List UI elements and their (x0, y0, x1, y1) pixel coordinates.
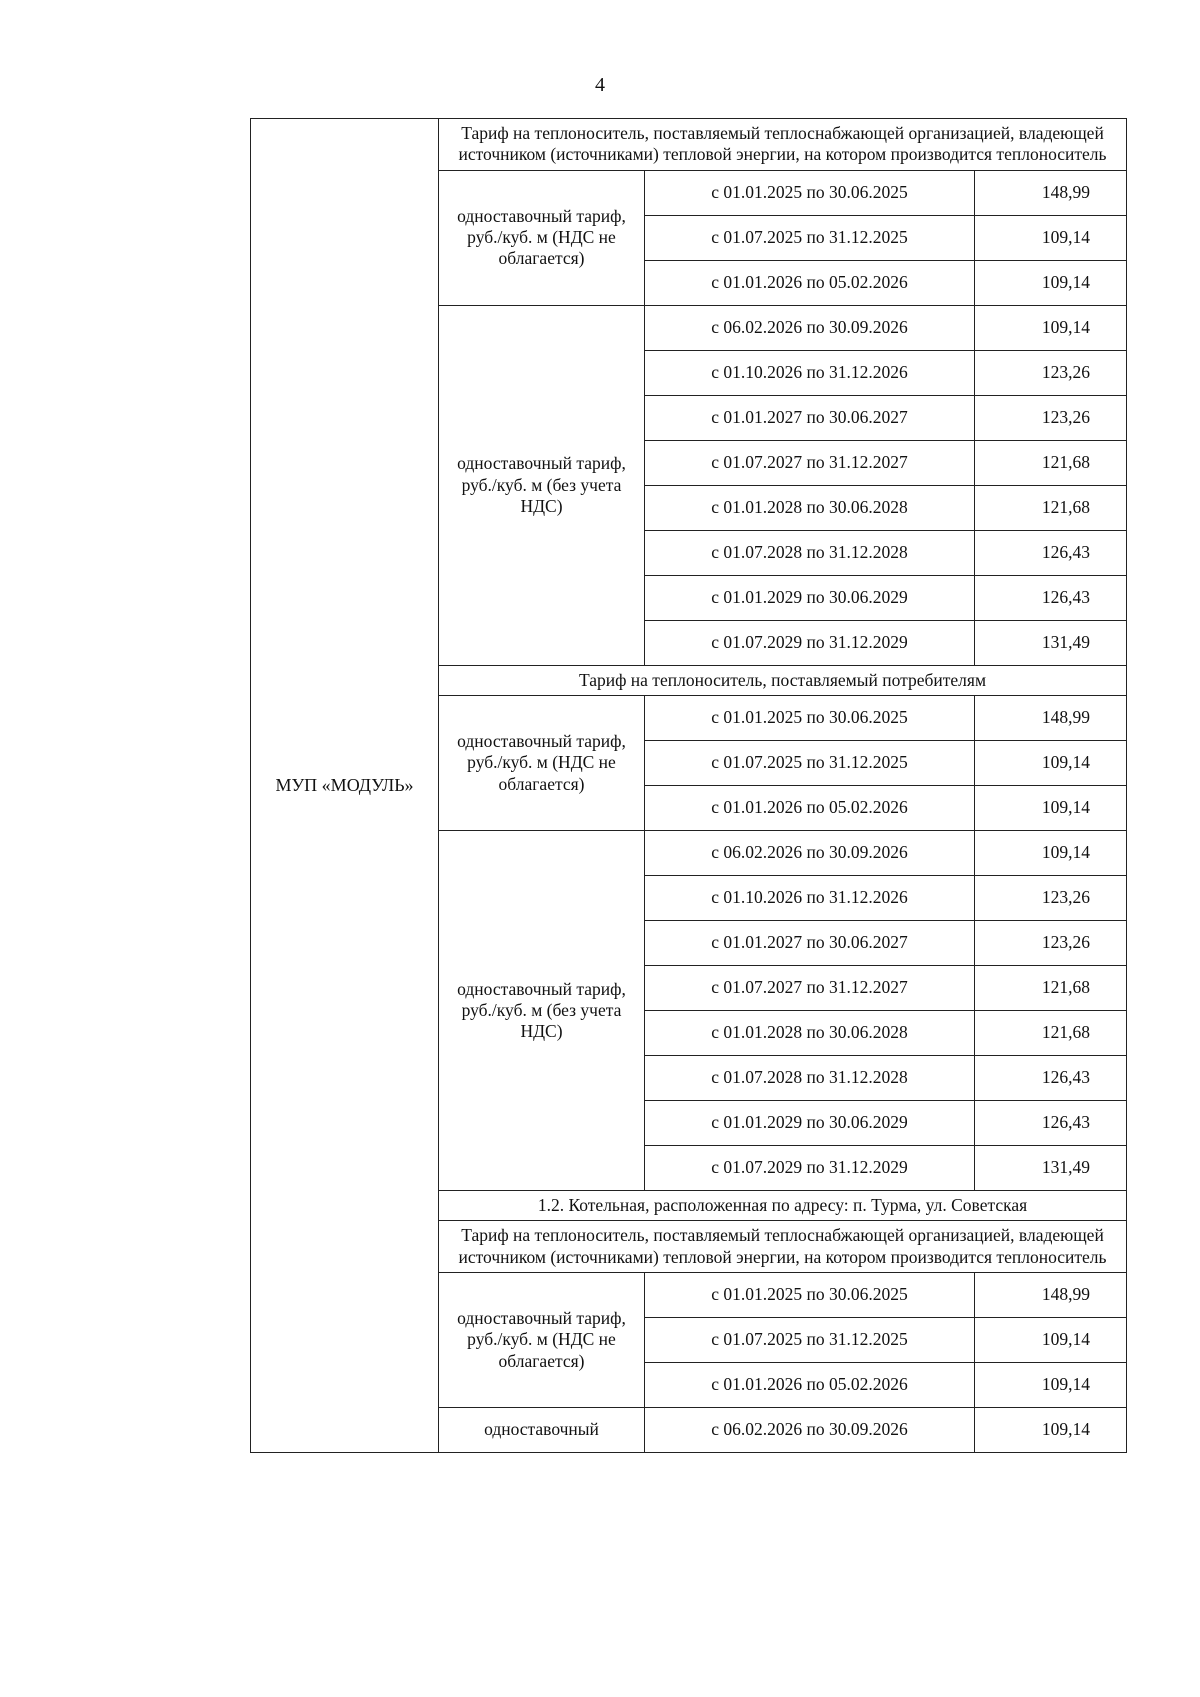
tariff-value-cell: 148,99 (975, 170, 1127, 215)
tariff-value-cell: 123,26 (975, 921, 1127, 966)
period-cell: с 01.07.2028 по 31.12.2028 (645, 1056, 975, 1101)
tariff-value-cell: 131,49 (975, 620, 1127, 665)
tariff-type-label: одноставочный тариф, руб./куб. м (без учета НДС) (439, 831, 645, 1191)
section-header: 1.2. Котельная, расположенная по адресу: п. Турма, ул. Советская (439, 1191, 1127, 1221)
page-number: 4 (595, 74, 605, 96)
tariff-value-cell: 123,26 (975, 876, 1127, 921)
tariff-value-cell: 123,26 (975, 395, 1127, 440)
tariff-value-cell: 121,68 (975, 1011, 1127, 1056)
period-cell: с 01.10.2026 по 31.12.2026 (645, 876, 975, 921)
tariff-value-cell: 109,14 (975, 215, 1127, 260)
period-cell: с 01.01.2025 по 30.06.2025 (645, 170, 975, 215)
tariff-value-cell: 148,99 (975, 1273, 1127, 1318)
tariff-value-cell: 126,43 (975, 1101, 1127, 1146)
tariff-type-label: одноставочный тариф, руб./куб. м (НДС не облагается) (439, 1273, 645, 1408)
section-header: Тариф на теплоноситель, поставляемый потребителям (439, 665, 1127, 695)
period-cell: с 01.01.2026 по 05.02.2026 (645, 786, 975, 831)
tariff-value-cell: 109,14 (975, 1318, 1127, 1363)
period-cell: с 01.01.2029 по 30.06.2029 (645, 1101, 975, 1146)
organization-name: МУП «МОДУЛЬ» (251, 119, 439, 1453)
period-cell: с 01.07.2029 по 31.12.2029 (645, 620, 975, 665)
tariff-table (250, 118, 1127, 1453)
period-cell: с 01.07.2027 по 31.12.2027 (645, 440, 975, 485)
period-cell: с 01.01.2026 по 05.02.2026 (645, 1363, 975, 1408)
tariff-value-cell: 126,43 (975, 530, 1127, 575)
period-cell: с 01.01.2028 по 30.06.2028 (645, 1011, 975, 1056)
tariff-type-label: одноставочный тариф, руб./куб. м (без учета НДС) (439, 305, 645, 665)
tariff-value-cell: 121,68 (975, 485, 1127, 530)
section-header-row (251, 119, 1127, 171)
period-cell: с 01.10.2026 по 31.12.2026 (645, 350, 975, 395)
tariff-value-cell: 121,68 (975, 440, 1127, 485)
tariff-value-cell: 109,14 (975, 260, 1127, 305)
tariff-value-cell: 121,68 (975, 966, 1127, 1011)
period-cell: с 06.02.2026 по 30.09.2026 (645, 305, 975, 350)
tariff-value-cell: 126,43 (975, 575, 1127, 620)
period-cell: с 06.02.2026 по 30.09.2026 (645, 1408, 975, 1453)
period-cell: с 01.07.2028 по 31.12.2028 (645, 530, 975, 575)
tariff-value-cell: 131,49 (975, 1146, 1127, 1191)
tariff-value-cell: 126,43 (975, 1056, 1127, 1101)
period-cell: с 01.01.2025 по 30.06.2025 (645, 696, 975, 741)
tariff-value-cell: 109,14 (975, 831, 1127, 876)
tariff-value-cell: 109,14 (975, 305, 1127, 350)
period-cell: с 01.01.2026 по 05.02.2026 (645, 260, 975, 305)
period-cell: с 01.07.2025 по 31.12.2025 (645, 1318, 975, 1363)
period-cell: с 01.07.2025 по 31.12.2025 (645, 741, 975, 786)
tariff-value-cell: 109,14 (975, 741, 1127, 786)
tariff-value-cell: 123,26 (975, 350, 1127, 395)
tariff-type-label: одноставочный тариф, руб./куб. м (НДС не облагается) (439, 696, 645, 831)
period-cell: с 01.01.2027 по 30.06.2027 (645, 921, 975, 966)
period-cell: с 06.02.2026 по 30.09.2026 (645, 831, 975, 876)
period-cell: с 01.01.2027 по 30.06.2027 (645, 395, 975, 440)
tariff-type-label: одноставочный (439, 1408, 645, 1453)
tariff-value-cell: 148,99 (975, 696, 1127, 741)
section-header: Тариф на теплоноситель, поставляемый теплоснабжающей организацией, владеющей источником (источниками) тепловой энергии, на котором производится теплоноситель (439, 1221, 1127, 1273)
tariff-value-cell: 109,14 (975, 1408, 1127, 1453)
section-header: Тариф на теплоноситель, поставляемый теплоснабжающей организацией, владеющей источником (источниками) тепловой энергии, на котором производится теплоноситель (439, 119, 1127, 171)
tariff-value-cell: 109,14 (975, 786, 1127, 831)
period-cell: с 01.07.2025 по 31.12.2025 (645, 215, 975, 260)
period-cell: с 01.01.2025 по 30.06.2025 (645, 1273, 975, 1318)
period-cell: с 01.07.2029 по 31.12.2029 (645, 1146, 975, 1191)
tariff-value-cell: 109,14 (975, 1363, 1127, 1408)
tariff-type-label: одноставочный тариф, руб./куб. м (НДС не облагается) (439, 170, 645, 305)
period-cell: с 01.01.2028 по 30.06.2028 (645, 485, 975, 530)
period-cell: с 01.07.2027 по 31.12.2027 (645, 966, 975, 1011)
period-cell: с 01.01.2029 по 30.06.2029 (645, 575, 975, 620)
